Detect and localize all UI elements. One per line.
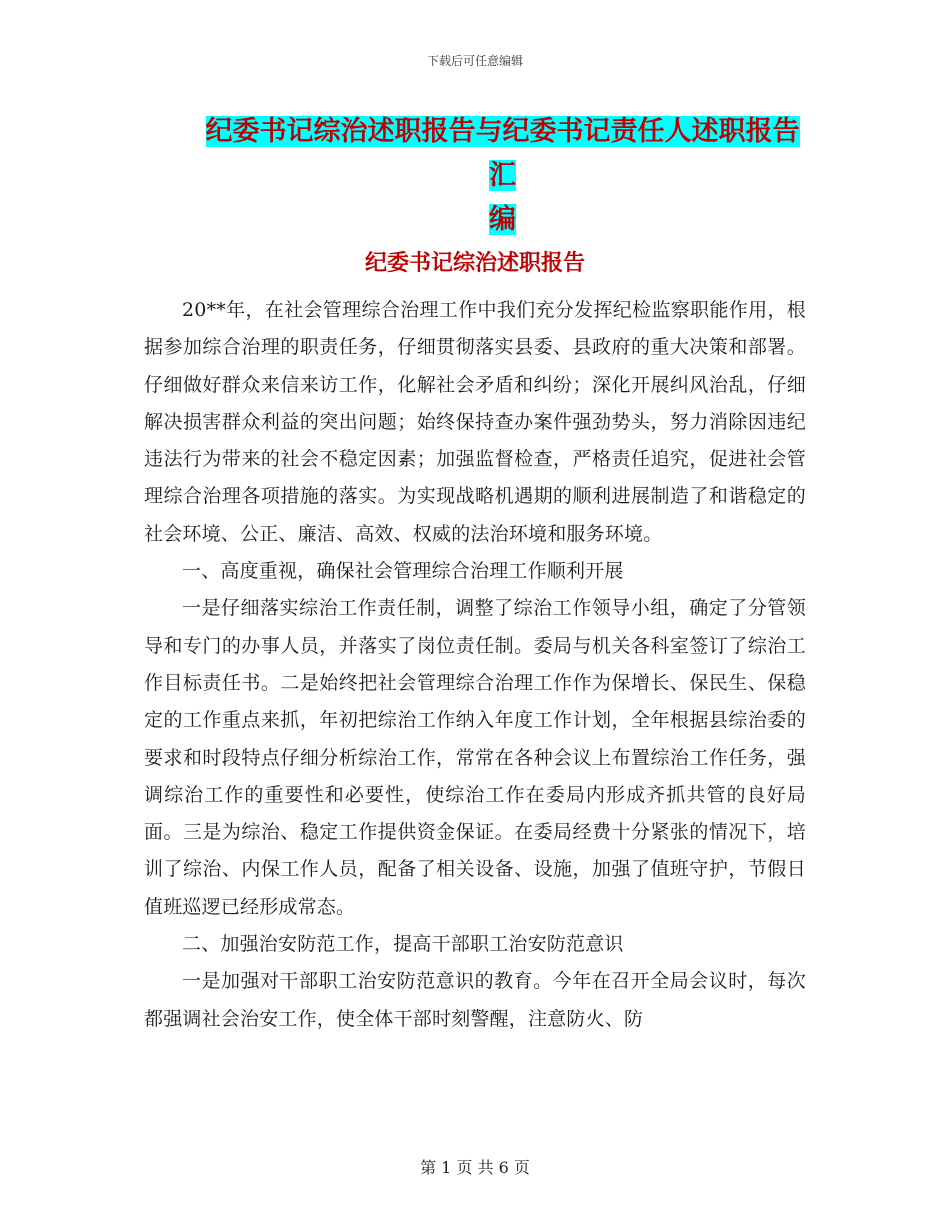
document-title-line2: 编 [489, 204, 516, 235]
paragraph-intro: 20**年，在社会管理综合治理工作中我们充分发挥纪检监察职能作用，根据参加综合治理的职责任务，仔细贯彻落实县委、县政府的重大决策和部署。仔细做好群众来信来访工作，化解社会矛盾和纠纷；深化开展纠风治乱，仔细解决损害群众利益的突出问题；始终保持查办案件强劲势头，努力消除因违纪违法行为带来的社会不稳定因素；加强监督检查，严格责任追究，促进社会管理综合治理各项措施的落实。为实现战略机遇期的顺利进展制造了和谐稳定的社会环境、公正、廉洁、高效、权威的法治环境和服务环境。 [144, 299, 806, 545]
page-header-note: 下载后可任意编辑 [426, 54, 523, 68]
document-body [144, 292, 806, 1038]
page-number: 第 1 页 共 6 页 [420, 1158, 530, 1177]
section-title: 纪委书记综治述职报告 [364, 251, 585, 276]
document-title [195, 110, 810, 242]
paragraph-section-1: 一是仔细落实综治工作责任制，调整了综治工作领导小组，确定了分管领导和专门的办事人员，并落实了岗位责任制。委局与机关各科室签订了综治工作目标责任书。二是始终把社会管理综合治理工作作为保增长、保民生、保稳定的工作重点来抓，年初把综治工作纳入年度工作计划，全年根据县综治委的要求和时段特点仔细分析综治工作，常常在各种会议上布置综治工作任务，强调综治工作的重要性和必要性，使综治工作在委局内形成齐抓共管的良好局面。三是为综治、稳定工作提供资金保证。在委局经费十分紧张的情况下，培训了综治、内保工作人员，配备了相关设备、设施，加强了值班守护，节假日值班巡逻已经形成常态。 [144, 597, 806, 918]
document-title-line1: 纪委书记综治述职报告与纪委书记责任人述职报告汇 [205, 116, 800, 191]
paragraph-section-2: 一是加强对干部职工治安防范意识的教育。今年在召开全局会议时，每次都强调社会治安工作，使全体干部时刻警醒，注意防火、防 [144, 970, 806, 1030]
heading-section-2: 二、加强治安防范工作，提高干部职工治安防范意识 [182, 933, 624, 956]
heading-section-1: 一、高度重视，确保社会管理综合治理工作顺利开展 [182, 560, 624, 583]
